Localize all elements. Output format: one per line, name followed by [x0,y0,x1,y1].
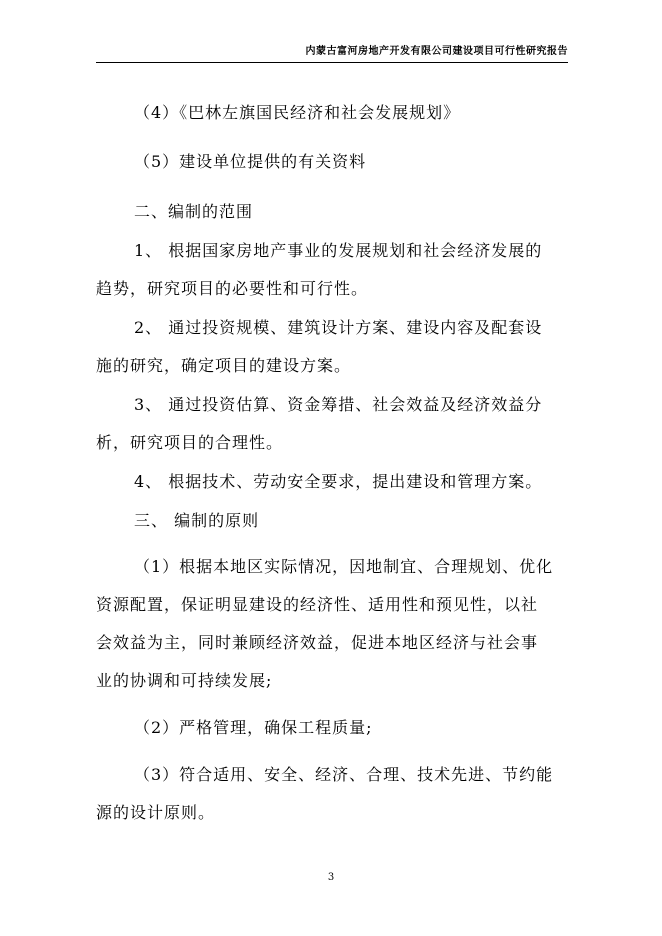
scope-item-3-line-1: 3、 通过投资估算、资金筹措、社会效益及经济效益分 [134,395,543,414]
page-number: 3 [327,872,335,883]
principle-3-line-1: （3）符合适用、安全、经济、合理、技术先进、节约能 [134,765,554,784]
scope-item-4: 4、 根据技术、劳动安全要求，提出建设和管理方案。 [134,472,543,491]
reference-item-5: （5）建设单位提供的有关资料 [134,152,367,171]
section-heading-scope: 二、编制的范围 [134,202,254,221]
scope-item-1-line-2: 趋势，研究项目的必要性和可行性。 [96,279,369,298]
section-heading-principles: 三、 编制的原则 [134,511,260,530]
running-header: 内蒙古富河房地产开发有限公司建设项目可行性研究报告 [305,46,568,57]
header-rule [96,62,568,63]
principle-1-line-2: 资源配置，保证明显建设的经济性、适用性和预见性，以社 [96,595,539,614]
scope-item-2-line-1: 2、 通过投资规模、建筑设计方案、建设内容及配套设 [134,318,543,337]
principle-1-line-3: 会效益为主，同时兼顾经济效益，促进本地区经济与社会事 [96,633,539,652]
reference-item-4: （4）《巴林左旗国民经济和社会发展规划》 [134,103,461,122]
principle-2: （2）严格管理，确保工程质量; [134,718,373,737]
scope-item-3-line-2: 析，研究项目的合理性。 [96,433,284,452]
principle-1-line-4: 业的协调和可持续发展; [96,671,273,690]
principle-1-line-1: （1）根据本地区实际情况，因地制宜、合理规划、优化 [134,557,554,576]
scope-item-2-line-2: 施的研究，确定项目的建设方案。 [96,356,352,375]
scope-item-1-line-1: 1、 根据国家房地产事业的发展规划和社会经济发展的 [134,241,543,260]
principle-3-line-2: 源的设计原则。 [96,803,216,822]
